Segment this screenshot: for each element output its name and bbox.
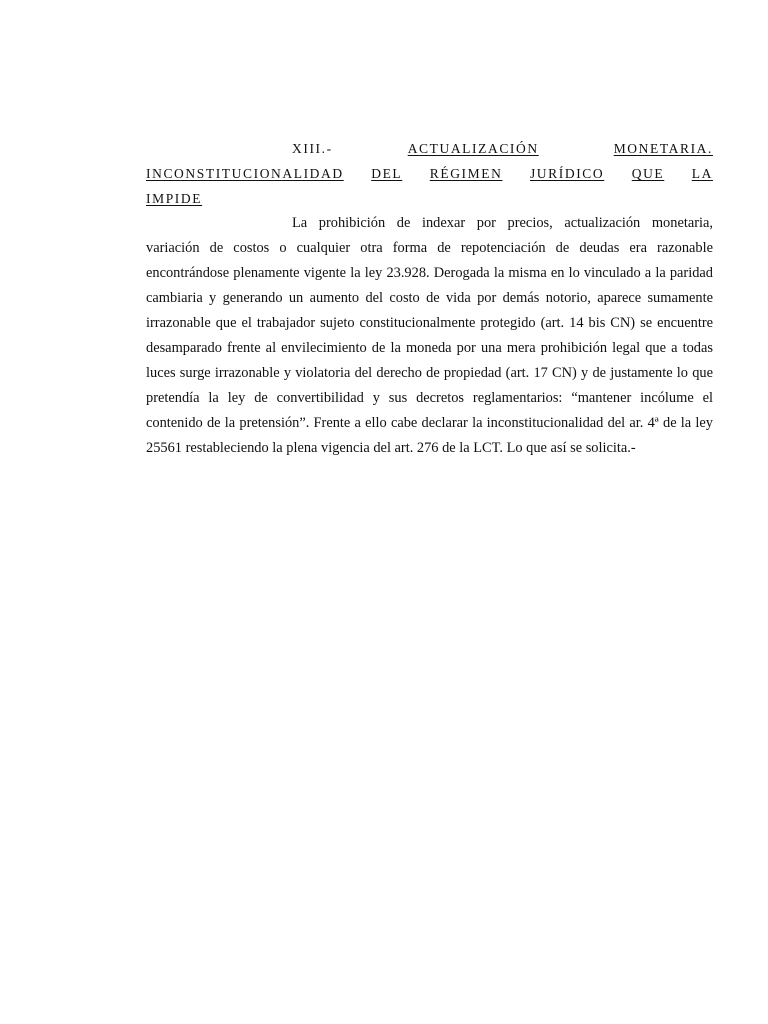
heading-line-3 bbox=[146, 186, 713, 211]
document-body bbox=[146, 136, 713, 461]
heading-word: ACTUALIZACIÓN bbox=[407, 141, 539, 156]
heading-word: DEL bbox=[371, 166, 403, 181]
heading-line-1 bbox=[146, 136, 713, 161]
heading-word: RÉGIMEN bbox=[429, 166, 503, 181]
heading-line-2 bbox=[146, 161, 713, 186]
heading-word: MONETARIA. bbox=[613, 141, 713, 156]
heading-word: LA bbox=[691, 166, 713, 181]
heading-word: INCONSTITUCIONALIDAD bbox=[146, 166, 344, 181]
section-number: XIII.- bbox=[292, 141, 333, 156]
heading-word: QUE bbox=[631, 166, 665, 181]
heading-word: IMPIDE bbox=[146, 191, 203, 206]
section-heading bbox=[146, 136, 713, 211]
body-paragraph: La prohibición de indexar por precios, actualización monetaria, variación de costos o cualquier otra forma de repotenciación de deudas era razonable encontrándose plenamente vigente la ley 23.928. Derogada la misma en lo vinculado a la paridad cambiaria y generando un aumento del costo de vida por demás notorio, aparece sumamente irrazonable que el trabajador sujeto constitucionalmente protegido (art. 14 bis CN) se encuentre desamparado frente al envilecimiento de la moneda por una mera prohibición legal que a todas luces surge irrazonable y violatoria del derecho de propiedad (art. 17 CN) y de justamente lo que pretendía la ley de convertibilidad y sus decretos reglamentarios: “mantener incólume el contenido de la pretensión”. Frente a ello cabe declarar la inconstitucionalidad del ar. 4ª de la ley 25561 restableciendo la plena vigencia del art. 276 de la LCT. Lo que así se solicita.- bbox=[146, 215, 713, 456]
heading-word: JURÍDICO bbox=[529, 166, 605, 181]
